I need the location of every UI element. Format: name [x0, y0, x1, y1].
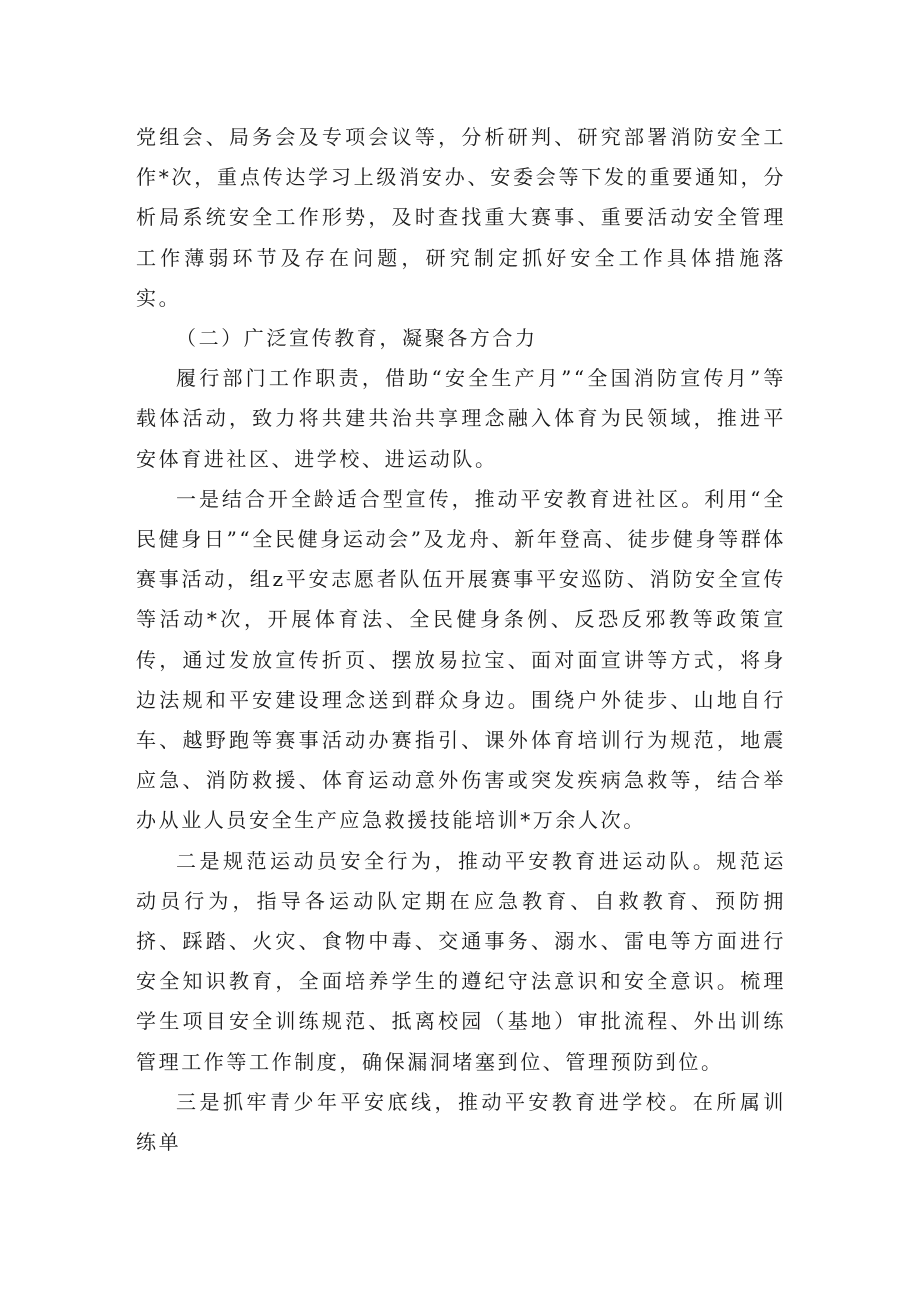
- paragraph-meetings: 党组会、局务会及专项会议等，分析研判、研究部署消防安全工作*次，重点传达学习上级消安办、安委会等下发的重要通知，分析局系统安全工作形势，及时查找重大赛事、重要活动安全管理工作薄弱环节及存在问题，研究制定抓好安全工作具体措施落实。: [136, 125, 786, 310]
- paragraph-schools: 三是抓牢青少年平安底线，推动平安教育进学校。在所属训练单: [136, 1089, 786, 1155]
- paragraph-duties: 履行部门工作职责，借助“安全生产月”“全国消防宣传月”等载体活动，致力将共建共治共享理念融入体育为民领域，推进平安体育进社区、进学校、进运动队。: [136, 366, 786, 471]
- section-heading-publicity: （二）广泛宣传教育，凝聚各方合力: [176, 326, 538, 351]
- paragraph-community: 一是结合开全龄适合型宣传，推动平安教育进社区。利用“全民健身日”“全民健身运动会”及龙舟、新年登高、徒步健身等群体赛事活动，组z平安志愿者队伍开展赛事平安巡防、消防安全宣传等活动*次，开展体育法、全民健身条例、反恐反邪教等政策宣传，通过发放宣传折页、摆放易拉宝、面对面宣讲等方式，将身边法规和平安建设理念送到群众身边。围绕户外徒步、山地自行车、越野跑等赛事活动办赛指引、课外体育培训行为规范，地震应急、消防救援、体育运动意外伤害或突发疾病急救等，结合举办从业人员安全生产应急救援技能培训*万余人次。: [136, 486, 786, 833]
- paragraph-athletes: 二是规范运动员安全行为，推动平安教育进运动队。规范运动员行为，指导各运动队定期在应急教育、自救教育、预防拥挤、踩踏、火灾、食物中毒、交通事务、溺水、雷电等方面进行安全知识教育，全面培养学生的遵纪守法意识和安全意识。梳理学生项目安全训练规范、抵离校园（基地）审批流程、外出训练管理工作等工作制度，确保漏洞堵塞到位、管理预防到位。: [136, 848, 786, 1074]
- document-body: [136, 117, 786, 1162]
